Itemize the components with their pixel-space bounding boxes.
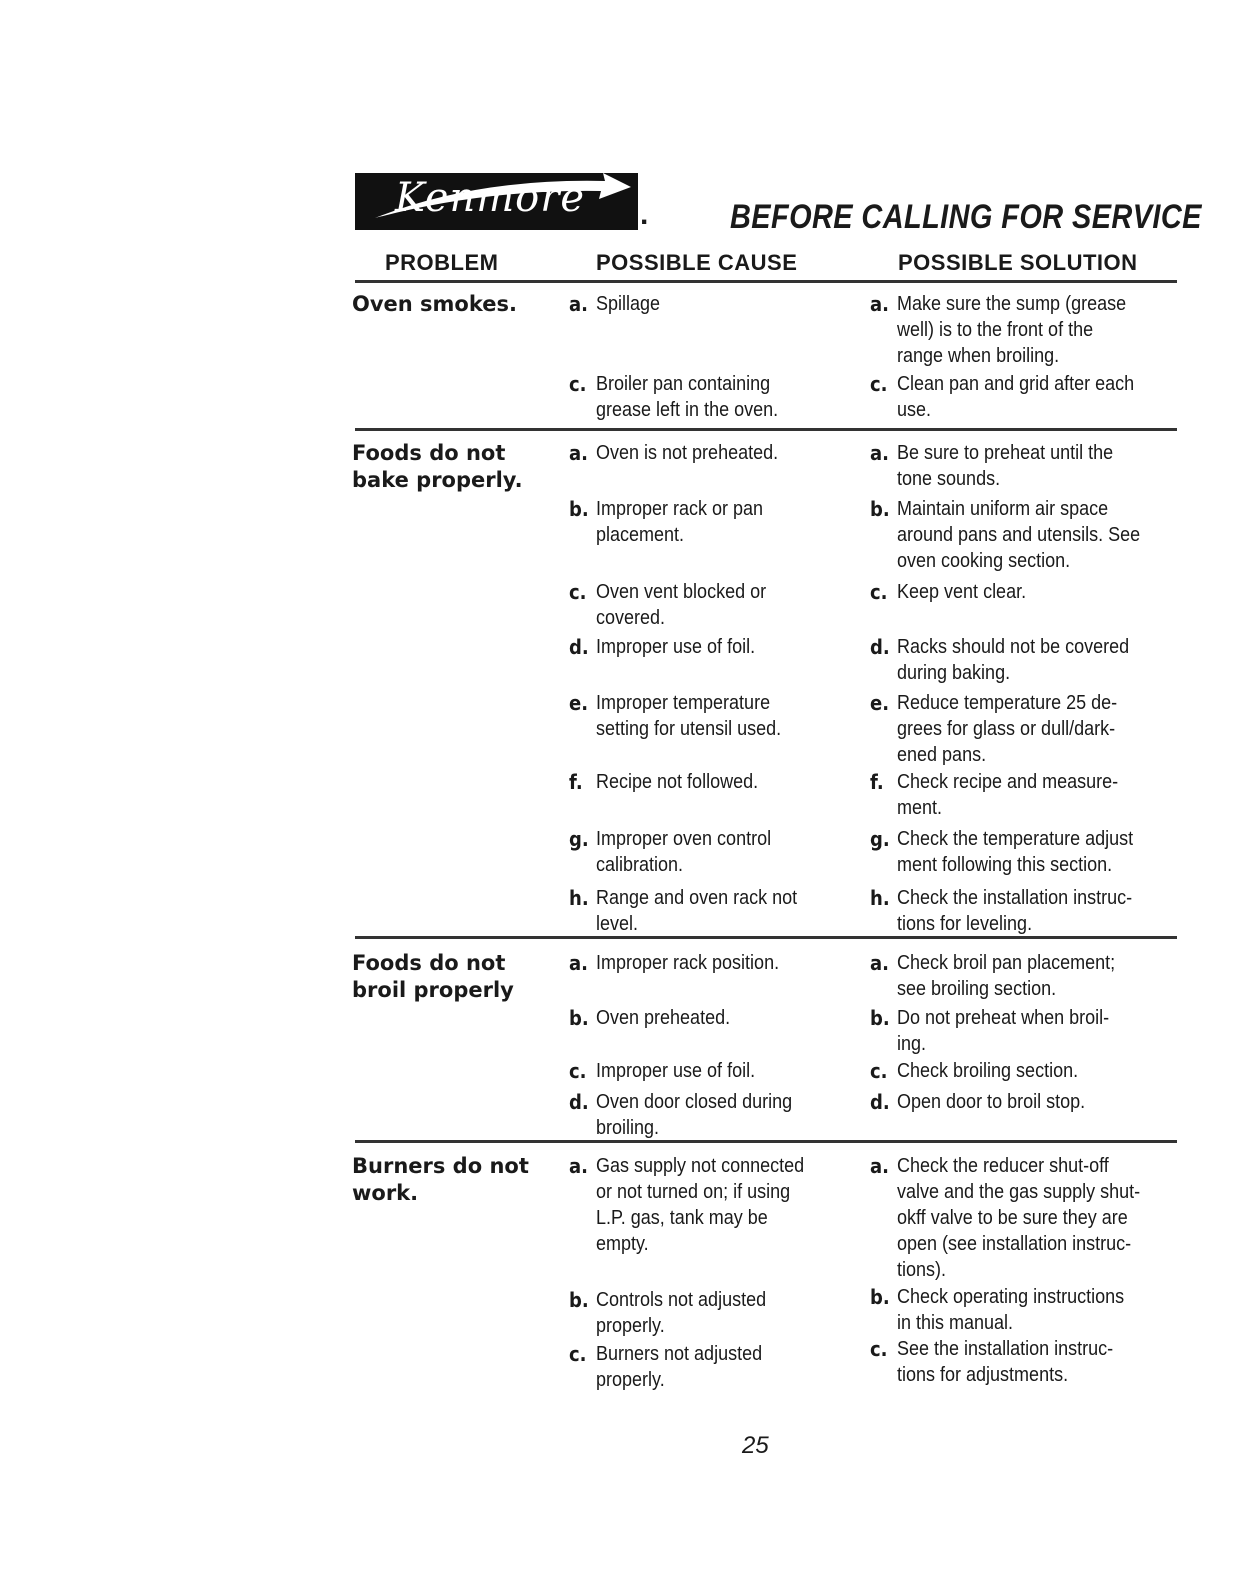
page-number: 25 xyxy=(742,1432,769,1459)
solution-item xyxy=(870,1058,1167,1084)
item-label: c. xyxy=(569,1342,587,1366)
item-text: Check recipe and measure- ment. xyxy=(897,771,1119,819)
item-text: Broiler pan containing grease left in the oven. xyxy=(596,373,779,421)
item-label: c. xyxy=(569,372,587,396)
solution-item xyxy=(870,371,1167,423)
item-label: d. xyxy=(870,635,890,659)
item-label: d. xyxy=(569,635,589,659)
item-label: f. xyxy=(569,770,583,794)
item-text: Check the installation instruc- tions for leveling. xyxy=(897,887,1133,935)
solution-item xyxy=(870,1284,1167,1336)
solution-item xyxy=(870,1153,1167,1283)
item-text: Improper rack position. xyxy=(596,952,780,974)
cause-item xyxy=(569,885,839,937)
item-text: Improper use of foil. xyxy=(596,636,756,658)
logo-dot: . xyxy=(640,198,649,231)
item-label: b. xyxy=(569,1288,589,1312)
solution-item xyxy=(870,440,1167,492)
item-label: a. xyxy=(870,951,889,975)
item-text: Check the reducer shut-off valve and the gas supply shut- okff valve to be sure they are open (see installation instruc- tions). xyxy=(897,1155,1141,1281)
cause-item xyxy=(569,1058,839,1084)
item-text: Reduce temperature 25 de- grees for glass or dull/dark- ened pans. xyxy=(897,692,1118,766)
item-text: Gas supply not connected or not turned on; if using L.P. gas, tank may be empty. xyxy=(596,1155,805,1255)
item-text: Do not preheat when broil- ing. xyxy=(897,1007,1110,1055)
solution-item xyxy=(870,950,1167,1002)
item-label: c. xyxy=(870,1337,888,1361)
cause-item xyxy=(569,440,839,466)
solution-item xyxy=(870,769,1167,821)
item-label: a. xyxy=(569,292,588,316)
item-text: Improper temperature setting for utensil used. xyxy=(596,692,782,740)
solution-item xyxy=(870,1089,1167,1115)
header-rule xyxy=(355,280,1177,283)
item-text: Burners not adjusted properly. xyxy=(596,1343,763,1391)
item-text: Open door to broil stop. xyxy=(897,1091,1086,1113)
item-label: a. xyxy=(569,951,588,975)
item-text: Oven preheated. xyxy=(596,1007,731,1029)
solution-item xyxy=(870,885,1167,937)
item-label: b. xyxy=(870,1006,890,1030)
item-text: Check operating instructions in this manual. xyxy=(897,1286,1125,1334)
item-label: d. xyxy=(569,1090,589,1114)
item-label: g. xyxy=(870,827,890,851)
cause-item xyxy=(569,371,839,423)
item-label: e. xyxy=(569,691,589,715)
solution-item xyxy=(870,291,1167,369)
item-text: Controls not adjusted properly. xyxy=(596,1289,767,1337)
item-text: Check the temperature adjust ment following this section. xyxy=(897,828,1134,876)
solution-item xyxy=(870,690,1167,768)
item-label: b. xyxy=(870,1285,890,1309)
item-label: a. xyxy=(569,1154,588,1178)
cause-item xyxy=(569,1089,839,1141)
solution-item xyxy=(870,634,1167,686)
problem-title: Foods do not broil properly xyxy=(352,951,514,1002)
item-text: Keep vent clear. xyxy=(897,581,1027,603)
solution-item xyxy=(870,826,1167,878)
item-text: Maintain uniform air space around pans and utensils. See oven cooking section. xyxy=(897,498,1141,572)
problem-title: Burners do not work. xyxy=(352,1154,529,1205)
problem-title: Foods do not bake properly. xyxy=(352,441,523,492)
cause-item xyxy=(569,826,839,878)
item-text: Improper use of foil. xyxy=(596,1060,756,1082)
solution-item xyxy=(870,579,1167,605)
item-text: Check broiling section. xyxy=(897,1060,1079,1082)
item-label: c. xyxy=(870,1059,888,1083)
brand-name: Kenmore xyxy=(395,175,586,221)
item-text: Check broil pan placement; see broiling section. xyxy=(897,952,1116,1000)
page-title: BEFORE CALLING FOR SERVICE xyxy=(730,198,1202,236)
item-text: Range and oven rack not level. xyxy=(596,887,798,935)
cause-item xyxy=(569,769,839,795)
item-text: Clean pan and grid after each use. xyxy=(897,373,1135,421)
cause-item xyxy=(569,634,839,660)
item-label: c. xyxy=(870,580,888,604)
item-label: c. xyxy=(569,1059,587,1083)
item-label: c. xyxy=(569,580,587,604)
item-text: Be sure to preheat until the tone sounds. xyxy=(897,442,1114,490)
solution-item xyxy=(870,1336,1167,1388)
item-label: a. xyxy=(569,441,588,465)
item-label: a. xyxy=(870,1154,889,1178)
cause-item xyxy=(569,690,839,742)
item-label: f. xyxy=(870,770,884,794)
solution-item xyxy=(870,496,1167,574)
item-text: Oven door closed during broiling. xyxy=(596,1091,793,1139)
item-label: a. xyxy=(870,292,889,316)
item-text: Make sure the sump (grease well) is to the front of the range when broiling. xyxy=(897,293,1127,367)
cause-item xyxy=(569,579,839,631)
cause-item xyxy=(569,496,839,548)
item-label: a. xyxy=(870,441,889,465)
item-label: g. xyxy=(569,827,589,851)
item-label: c. xyxy=(870,372,888,396)
item-text: Racks should not be covered during baking. xyxy=(897,636,1130,684)
item-label: b. xyxy=(569,497,589,521)
item-label: h. xyxy=(569,886,589,910)
kenmore-logo xyxy=(355,173,638,230)
item-text: Oven is not preheated. xyxy=(596,442,779,464)
item-text: See the installation instruc- tions for adjustments. xyxy=(897,1338,1114,1386)
item-text: Oven vent blocked or covered. xyxy=(596,581,767,629)
solution-item xyxy=(870,1005,1167,1057)
cause-item xyxy=(569,1005,839,1031)
cause-item xyxy=(569,1153,839,1257)
column-header-cause: POSSIBLE CAUSE xyxy=(596,250,798,275)
item-text: Improper rack or pan placement. xyxy=(596,498,764,546)
item-label: d. xyxy=(870,1090,890,1114)
cause-item xyxy=(569,291,839,317)
item-label: h. xyxy=(870,886,890,910)
problem-title: Oven smokes. xyxy=(352,292,517,316)
item-text: Recipe not followed. xyxy=(596,771,759,793)
item-text: Improper oven control calibration. xyxy=(596,828,772,876)
cause-item xyxy=(569,1287,839,1339)
column-header-solution: POSSIBLE SOLUTION xyxy=(898,250,1138,275)
item-label: b. xyxy=(870,497,890,521)
cause-item xyxy=(569,1341,839,1393)
item-text: Spillage xyxy=(596,293,661,315)
item-label: b. xyxy=(569,1006,589,1030)
item-label: e. xyxy=(870,691,890,715)
cause-item xyxy=(569,950,839,976)
section-divider xyxy=(355,428,1177,431)
column-header-problem: PROBLEM xyxy=(385,250,499,275)
